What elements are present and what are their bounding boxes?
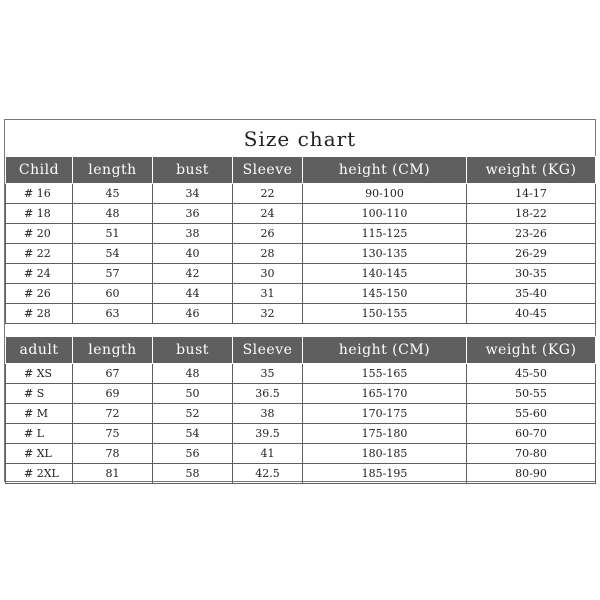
table-cell: 38	[233, 404, 303, 424]
table-row	[6, 444, 596, 464]
section-divider	[5, 323, 595, 336]
table-cell: 145-150	[303, 284, 467, 304]
table-cell: 36.5	[233, 384, 303, 404]
table-cell: 48	[153, 364, 233, 384]
table-cell: 45-50	[467, 364, 596, 384]
adult-column-header: height (CM)	[303, 337, 467, 364]
table-cell: 80-90	[467, 464, 596, 484]
table-row	[6, 404, 596, 424]
table-cell: 46	[153, 304, 233, 324]
chart-title: Size chart	[243, 127, 357, 151]
table-cell: 31	[233, 284, 303, 304]
table-cell: 42	[153, 264, 233, 284]
size-label-cell: # S	[6, 384, 73, 404]
size-label-cell: # 22	[6, 244, 73, 264]
size-label-cell: # 26	[6, 284, 73, 304]
table-cell: 44	[153, 284, 233, 304]
table-cell: 165-170	[303, 384, 467, 404]
table-cell: 70-80	[467, 444, 596, 464]
table-cell: 50-55	[467, 384, 596, 404]
child-size-table	[5, 156, 596, 324]
size-label-cell: # 20	[6, 224, 73, 244]
size-label-cell: # M	[6, 404, 73, 424]
table-cell: 75	[73, 424, 153, 444]
size-label-cell: # 18	[6, 204, 73, 224]
table-cell: 155-165	[303, 364, 467, 384]
table-cell: 22	[233, 184, 303, 204]
table-cell: 39.5	[233, 424, 303, 444]
size-label-cell: # 24	[6, 264, 73, 284]
table-cell: 40	[153, 244, 233, 264]
table-cell: 78	[73, 444, 153, 464]
table-row	[6, 464, 596, 484]
adult-column-header: Sleeve	[233, 337, 303, 364]
table-cell: 100-110	[303, 204, 467, 224]
table-cell: 45	[73, 184, 153, 204]
table-cell: 56	[153, 444, 233, 464]
table-cell: 58	[153, 464, 233, 484]
child-column-header: length	[73, 157, 153, 184]
table-cell: 28	[233, 244, 303, 264]
table-cell: 63	[73, 304, 153, 324]
table-cell: 185-195	[303, 464, 467, 484]
table-row	[6, 184, 596, 204]
child-column-header: height (CM)	[303, 157, 467, 184]
table-cell: 50	[153, 384, 233, 404]
table-cell: 150-155	[303, 304, 467, 324]
table-cell: 38	[153, 224, 233, 244]
table-cell: 67	[73, 364, 153, 384]
table-cell: 115-125	[303, 224, 467, 244]
table-cell: 36	[153, 204, 233, 224]
table-row	[6, 384, 596, 404]
table-row	[6, 364, 596, 384]
table-row	[6, 244, 596, 264]
table-cell: 140-145	[303, 264, 467, 284]
table-row	[6, 224, 596, 244]
table-cell: 35	[233, 364, 303, 384]
table-cell: 42.5	[233, 464, 303, 484]
table-row	[6, 304, 596, 324]
table-cell: 34	[153, 184, 233, 204]
table-row	[6, 204, 596, 224]
size-label-cell: # XL	[6, 444, 73, 464]
table-cell: 51	[73, 224, 153, 244]
table-cell: 32	[233, 304, 303, 324]
table-cell: 81	[73, 464, 153, 484]
size-label-cell: # L	[6, 424, 73, 444]
adult-column-header: length	[73, 337, 153, 364]
size-label-cell: # 16	[6, 184, 73, 204]
child-column-header: Child	[6, 157, 73, 184]
table-cell: 175-180	[303, 424, 467, 444]
table-cell: 54	[153, 424, 233, 444]
table-cell: 48	[73, 204, 153, 224]
table-cell: 41	[233, 444, 303, 464]
table-cell: 35-40	[467, 284, 596, 304]
table-cell: 30-35	[467, 264, 596, 284]
table-cell: 26-29	[467, 244, 596, 264]
size-label-cell: # XS	[6, 364, 73, 384]
table-cell: 170-175	[303, 404, 467, 424]
table-cell: 55-60	[467, 404, 596, 424]
size-label-cell: # 2XL	[6, 464, 73, 484]
table-row	[6, 424, 596, 444]
table-cell: 54	[73, 244, 153, 264]
child-column-header: bust	[153, 157, 233, 184]
table-cell: 60-70	[467, 424, 596, 444]
child-column-header: Sleeve	[233, 157, 303, 184]
table-cell: 72	[73, 404, 153, 424]
child-header-row	[6, 157, 596, 184]
table-cell: 40-45	[467, 304, 596, 324]
table-cell: 30	[233, 264, 303, 284]
size-label-cell: # 28	[6, 304, 73, 324]
adult-header-row	[6, 337, 596, 364]
table-cell: 57	[73, 264, 153, 284]
adult-size-table	[5, 336, 596, 484]
table-cell: 14-17	[467, 184, 596, 204]
child-column-header: weight (KG)	[467, 157, 596, 184]
table-row	[6, 264, 596, 284]
table-cell: 26	[233, 224, 303, 244]
table-cell: 18-22	[467, 204, 596, 224]
adult-column-header: bust	[153, 337, 233, 364]
table-cell: 69	[73, 384, 153, 404]
table-cell: 52	[153, 404, 233, 424]
adult-column-header: weight (KG)	[467, 337, 596, 364]
table-row	[6, 284, 596, 304]
table-cell: 180-185	[303, 444, 467, 464]
table-cell: 90-100	[303, 184, 467, 204]
adult-column-header: adult	[6, 337, 73, 364]
table-cell: 23-26	[467, 224, 596, 244]
size-chart	[4, 119, 596, 482]
table-cell: 130-135	[303, 244, 467, 264]
table-cell: 24	[233, 204, 303, 224]
table-cell: 60	[73, 284, 153, 304]
